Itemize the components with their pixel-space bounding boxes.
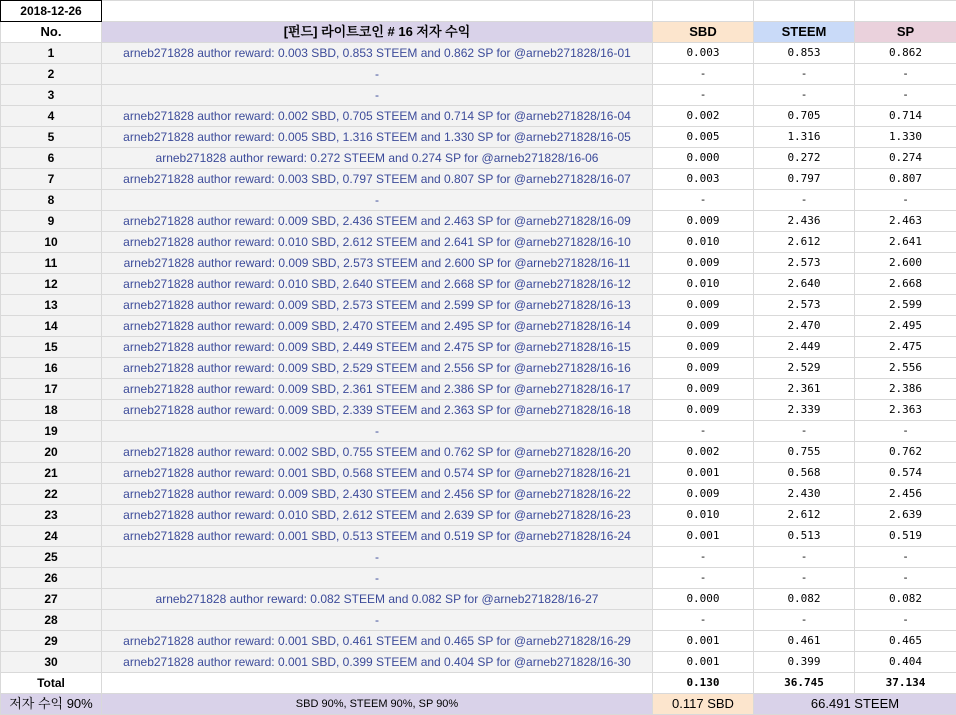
table-row xyxy=(1,316,956,337)
table-row xyxy=(1,484,956,505)
steem-cell[interactable]: 0.755 xyxy=(754,442,855,463)
sbd-cell[interactable]: 0.010 xyxy=(653,232,754,253)
description-cell[interactable]: arneb271828 author reward: 0.002 SBD, 0.755 STEEM and 0.762 SP for @arneb271828/16-20 xyxy=(102,442,653,463)
sp-cell[interactable]: 0.465 xyxy=(855,631,956,652)
steem-cell[interactable]: 2.470 xyxy=(754,316,855,337)
sbd-cell[interactable]: - xyxy=(653,190,754,211)
steem-cell[interactable]: 0.568 xyxy=(754,463,855,484)
description-cell[interactable]: - xyxy=(102,568,653,589)
row-number-cell[interactable]: 12 xyxy=(1,274,102,295)
table-row xyxy=(1,295,956,316)
steem-cell[interactable]: 0.082 xyxy=(754,589,855,610)
description-cell[interactable]: - xyxy=(102,64,653,85)
steem-cell[interactable]: 2.573 xyxy=(754,295,855,316)
sbd-cell[interactable]: 0.000 xyxy=(653,148,754,169)
empty-cell[interactable] xyxy=(102,673,653,694)
table-row xyxy=(1,43,956,64)
row-number-cell[interactable]: 17 xyxy=(1,379,102,400)
sbd-cell[interactable]: - xyxy=(653,421,754,442)
steem-cell[interactable]: - xyxy=(754,421,855,442)
sp-cell[interactable]: - xyxy=(855,610,956,631)
steem-cell[interactable]: - xyxy=(754,547,855,568)
table-row xyxy=(1,274,956,295)
author-revenue-note[interactable]: SBD 90%, STEEM 90%, SP 90% xyxy=(102,694,653,715)
sp-cell[interactable]: 0.274 xyxy=(855,148,956,169)
row-number-cell[interactable]: 6 xyxy=(1,148,102,169)
steem-cell[interactable]: 2.430 xyxy=(754,484,855,505)
description-cell[interactable]: arneb271828 author reward: 0.009 SBD, 2.436 STEEM and 2.463 SP for @arneb271828/16-09 xyxy=(102,211,653,232)
row-number-cell[interactable]: 22 xyxy=(1,484,102,505)
row-number-cell[interactable]: 9 xyxy=(1,211,102,232)
sbd-cell[interactable]: 0.001 xyxy=(653,631,754,652)
description-cell[interactable]: - xyxy=(102,547,653,568)
sp-cell[interactable]: 0.519 xyxy=(855,526,956,547)
sbd-cell[interactable]: 0.010 xyxy=(653,274,754,295)
sp-cell[interactable]: - xyxy=(855,64,956,85)
description-cell[interactable]: arneb271828 author reward: 0.009 SBD, 2.361 STEEM and 2.386 SP for @arneb271828/16-17 xyxy=(102,379,653,400)
description-cell[interactable]: - xyxy=(102,421,653,442)
steem-cell[interactable]: 0.461 xyxy=(754,631,855,652)
steem-cell[interactable]: 0.705 xyxy=(754,106,855,127)
table-row xyxy=(1,85,956,106)
table-row xyxy=(1,169,956,190)
steem-cell[interactable]: 0.272 xyxy=(754,148,855,169)
sbd-cell[interactable]: - xyxy=(653,85,754,106)
description-cell[interactable]: arneb271828 author reward: 0.001 SBD, 0.399 STEEM and 0.404 SP for @arneb271828/16-30 xyxy=(102,652,653,673)
sp-cell[interactable]: 0.807 xyxy=(855,169,956,190)
description-cell[interactable]: - xyxy=(102,190,653,211)
steem-cell[interactable]: - xyxy=(754,568,855,589)
row-number-cell[interactable]: 18 xyxy=(1,400,102,421)
author-revenue-steem[interactable]: 66.491 STEEM xyxy=(754,694,956,715)
sbd-cell[interactable]: 0.009 xyxy=(653,295,754,316)
sp-cell[interactable]: 2.386 xyxy=(855,379,956,400)
steem-cell[interactable]: 2.449 xyxy=(754,337,855,358)
table-row xyxy=(1,610,956,631)
empty-cell[interactable] xyxy=(653,1,754,22)
description-cell[interactable]: - xyxy=(102,610,653,631)
description-cell[interactable]: arneb271828 author reward: 0.009 SBD, 2.339 STEEM and 2.363 SP for @arneb271828/16-18 xyxy=(102,400,653,421)
table-row xyxy=(1,589,956,610)
row-number-cell[interactable]: 2 xyxy=(1,64,102,85)
total-sbd-cell[interactable]: 0.130 xyxy=(653,673,754,694)
steem-cell[interactable]: 2.640 xyxy=(754,274,855,295)
table-row xyxy=(1,400,956,421)
sbd-cell[interactable]: 0.000 xyxy=(653,589,754,610)
description-cell[interactable]: arneb271828 author reward: 0.002 SBD, 0.705 STEEM and 0.714 SP for @arneb271828/16-04 xyxy=(102,106,653,127)
table-row xyxy=(1,106,956,127)
steem-cell[interactable]: 2.573 xyxy=(754,253,855,274)
row-number-cell[interactable]: 29 xyxy=(1,631,102,652)
description-cell[interactable]: arneb271828 author reward: 0.009 SBD, 2.449 STEEM and 2.475 SP for @arneb271828/16-15 xyxy=(102,337,653,358)
row-number-cell[interactable]: 16 xyxy=(1,358,102,379)
header-sbd[interactable]: SBD xyxy=(653,22,754,43)
table-row xyxy=(1,652,956,673)
sbd-cell[interactable]: - xyxy=(653,610,754,631)
sp-cell[interactable]: 0.082 xyxy=(855,589,956,610)
empty-cell[interactable] xyxy=(102,1,653,22)
header-sp[interactable]: SP xyxy=(855,22,956,43)
sp-cell[interactable]: 0.574 xyxy=(855,463,956,484)
sbd-cell[interactable]: - xyxy=(653,64,754,85)
row-number-cell[interactable]: 1 xyxy=(1,43,102,64)
sp-cell[interactable]: 2.639 xyxy=(855,505,956,526)
header-title[interactable]: [펀드] 라이트코인 # 16 저자 수익 xyxy=(102,22,653,43)
author-revenue-row xyxy=(1,694,956,715)
sp-cell[interactable]: 2.495 xyxy=(855,316,956,337)
steem-cell[interactable]: 2.361 xyxy=(754,379,855,400)
description-cell[interactable]: arneb271828 author reward: 0.009 SBD, 2.529 STEEM and 2.556 SP for @arneb271828/16-16 xyxy=(102,358,653,379)
sp-cell[interactable]: 1.330 xyxy=(855,127,956,148)
description-cell[interactable]: arneb271828 author reward: 0.009 SBD, 2.573 STEEM and 2.600 SP for @arneb271828/16-11 xyxy=(102,253,653,274)
sbd-cell[interactable]: 0.001 xyxy=(653,652,754,673)
steem-cell[interactable]: 0.853 xyxy=(754,43,855,64)
description-cell[interactable]: arneb271828 author reward: 0.003 SBD, 0.853 STEEM and 0.862 SP for @arneb271828/16-01 xyxy=(102,43,653,64)
sp-cell[interactable]: 2.463 xyxy=(855,211,956,232)
sp-cell[interactable]: 0.404 xyxy=(855,652,956,673)
row-number-cell[interactable]: 26 xyxy=(1,568,102,589)
sbd-cell[interactable]: 0.003 xyxy=(653,169,754,190)
row-number-cell[interactable]: 8 xyxy=(1,190,102,211)
description-cell[interactable]: arneb271828 author reward: 0.082 STEEM and 0.082 SP for @arneb271828/16-27 xyxy=(102,589,653,610)
sbd-cell[interactable]: 0.009 xyxy=(653,211,754,232)
sp-cell[interactable]: - xyxy=(855,190,956,211)
sbd-cell[interactable]: 0.001 xyxy=(653,526,754,547)
sp-cell[interactable]: 2.600 xyxy=(855,253,956,274)
steem-cell[interactable]: 0.399 xyxy=(754,652,855,673)
total-steem-cell[interactable]: 36.745 xyxy=(754,673,855,694)
sp-cell[interactable]: 0.762 xyxy=(855,442,956,463)
total-sp-cell[interactable]: 37.134 xyxy=(855,673,956,694)
description-cell[interactable]: arneb271828 author reward: 0.010 SBD, 2.612 STEEM and 2.641 SP for @arneb271828/16-10 xyxy=(102,232,653,253)
row-number-cell[interactable]: 28 xyxy=(1,610,102,631)
steem-cell[interactable]: - xyxy=(754,190,855,211)
table-row xyxy=(1,526,956,547)
description-cell[interactable]: arneb271828 author reward: 0.009 SBD, 2.430 STEEM and 2.456 SP for @arneb271828/16-22 xyxy=(102,484,653,505)
row-number-cell[interactable]: 25 xyxy=(1,547,102,568)
sp-cell[interactable]: - xyxy=(855,547,956,568)
steem-cell[interactable]: - xyxy=(754,85,855,106)
sbd-cell[interactable]: 0.009 xyxy=(653,316,754,337)
table-row xyxy=(1,631,956,652)
author-revenue-label[interactable]: 저자 수익 90% xyxy=(1,694,102,715)
row-number-cell[interactable]: 7 xyxy=(1,169,102,190)
table-row xyxy=(1,505,956,526)
date-cell[interactable]: 2018-12-26 xyxy=(1,1,102,22)
steem-cell[interactable]: 0.797 xyxy=(754,169,855,190)
sbd-cell[interactable]: 0.009 xyxy=(653,358,754,379)
table-row xyxy=(1,337,956,358)
row-number-cell[interactable]: 13 xyxy=(1,295,102,316)
table-row xyxy=(1,358,956,379)
sp-cell[interactable]: - xyxy=(855,568,956,589)
steem-cell[interactable]: 0.513 xyxy=(754,526,855,547)
sbd-cell[interactable]: 0.002 xyxy=(653,106,754,127)
table-row xyxy=(1,421,956,442)
row-number-cell[interactable]: 11 xyxy=(1,253,102,274)
row-number-cell[interactable]: 21 xyxy=(1,463,102,484)
row-number-cell[interactable]: 4 xyxy=(1,106,102,127)
description-cell[interactable]: arneb271828 author reward: 0.003 SBD, 0.797 STEEM and 0.807 SP for @arneb271828/16-07 xyxy=(102,169,653,190)
description-cell[interactable]: arneb271828 author reward: 0.009 SBD, 2.573 STEEM and 2.599 SP for @arneb271828/16-13 xyxy=(102,295,653,316)
sbd-cell[interactable]: 0.005 xyxy=(653,127,754,148)
table-row xyxy=(1,442,956,463)
row-number-cell[interactable]: 10 xyxy=(1,232,102,253)
table-row xyxy=(1,64,956,85)
header-no[interactable]: No. xyxy=(1,22,102,43)
row-number-cell[interactable]: 3 xyxy=(1,85,102,106)
sp-cell[interactable]: 2.475 xyxy=(855,337,956,358)
total-row xyxy=(1,673,956,694)
sbd-cell[interactable]: 0.003 xyxy=(653,43,754,64)
author-revenue-sbd[interactable]: 0.117 SBD xyxy=(653,694,754,715)
sp-cell[interactable]: 2.556 xyxy=(855,358,956,379)
sp-cell[interactable]: 2.363 xyxy=(855,400,956,421)
steem-cell[interactable]: 1.316 xyxy=(754,127,855,148)
sbd-cell[interactable]: - xyxy=(653,568,754,589)
sbd-cell[interactable]: 0.001 xyxy=(653,463,754,484)
steem-cell[interactable]: 2.529 xyxy=(754,358,855,379)
sbd-cell[interactable]: 0.009 xyxy=(653,337,754,358)
sbd-cell[interactable]: 0.009 xyxy=(653,400,754,421)
sbd-cell[interactable]: 0.002 xyxy=(653,442,754,463)
steem-cell[interactable]: - xyxy=(754,64,855,85)
table-row xyxy=(1,253,956,274)
sp-cell[interactable]: 2.456 xyxy=(855,484,956,505)
steem-cell[interactable]: 2.612 xyxy=(754,505,855,526)
sbd-cell[interactable]: 0.009 xyxy=(653,253,754,274)
sbd-cell[interactable]: - xyxy=(653,547,754,568)
sbd-cell[interactable]: 0.009 xyxy=(653,484,754,505)
table-row xyxy=(1,190,956,211)
row-number-cell[interactable]: 19 xyxy=(1,421,102,442)
description-cell[interactable]: arneb271828 author reward: 0.010 SBD, 2.612 STEEM and 2.639 SP for @arneb271828/16-23 xyxy=(102,505,653,526)
header-steem[interactable]: STEEM xyxy=(754,22,855,43)
header-row xyxy=(1,22,956,43)
row-number-cell[interactable]: 24 xyxy=(1,526,102,547)
description-cell[interactable]: - xyxy=(102,85,653,106)
sp-cell[interactable]: - xyxy=(855,421,956,442)
sp-cell[interactable]: 2.668 xyxy=(855,274,956,295)
empty-cell[interactable] xyxy=(754,1,855,22)
sp-cell[interactable]: - xyxy=(855,85,956,106)
steem-cell[interactable]: 2.339 xyxy=(754,400,855,421)
table-row xyxy=(1,127,956,148)
sp-cell[interactable]: 2.641 xyxy=(855,232,956,253)
total-label-cell[interactable]: Total xyxy=(1,673,102,694)
row-number-cell[interactable]: 23 xyxy=(1,505,102,526)
steem-cell[interactable]: 2.612 xyxy=(754,232,855,253)
table-row xyxy=(1,547,956,568)
empty-cell[interactable] xyxy=(855,1,956,22)
description-cell[interactable]: arneb271828 author reward: 0.009 SBD, 2.470 STEEM and 2.495 SP for @arneb271828/16-14 xyxy=(102,316,653,337)
sbd-cell[interactable]: 0.010 xyxy=(653,505,754,526)
row-number-cell[interactable]: 30 xyxy=(1,652,102,673)
table-row xyxy=(1,232,956,253)
sp-cell[interactable]: 0.862 xyxy=(855,43,956,64)
row-number-cell[interactable]: 20 xyxy=(1,442,102,463)
sp-cell[interactable]: 2.599 xyxy=(855,295,956,316)
table-row xyxy=(1,463,956,484)
row-number-cell[interactable]: 27 xyxy=(1,589,102,610)
sbd-cell[interactable]: 0.009 xyxy=(653,379,754,400)
row-number-cell[interactable]: 15 xyxy=(1,337,102,358)
row-number-cell[interactable]: 5 xyxy=(1,127,102,148)
description-cell[interactable]: arneb271828 author reward: 0.001 SBD, 0.568 STEEM and 0.574 SP for @arneb271828/16-21 xyxy=(102,463,653,484)
description-cell[interactable]: arneb271828 author reward: 0.001 SBD, 0.513 STEEM and 0.519 SP for @arneb271828/16-24 xyxy=(102,526,653,547)
steem-cell[interactable]: - xyxy=(754,610,855,631)
table-row xyxy=(1,211,956,232)
table-row xyxy=(1,568,956,589)
sp-cell[interactable]: 0.714 xyxy=(855,106,956,127)
description-cell[interactable]: arneb271828 author reward: 0.272 STEEM and 0.274 SP for @arneb271828/16-06 xyxy=(102,148,653,169)
row-number-cell[interactable]: 14 xyxy=(1,316,102,337)
description-cell[interactable]: arneb271828 author reward: 0.001 SBD, 0.461 STEEM and 0.465 SP for @arneb271828/16-29 xyxy=(102,631,653,652)
table-row xyxy=(1,379,956,400)
date-row xyxy=(1,1,956,22)
description-cell[interactable]: arneb271828 author reward: 0.010 SBD, 2.640 STEEM and 2.668 SP for @arneb271828/16-12 xyxy=(102,274,653,295)
steem-cell[interactable]: 2.436 xyxy=(754,211,855,232)
description-cell[interactable]: arneb271828 author reward: 0.005 SBD, 1.316 STEEM and 1.330 SP for @arneb271828/16-05 xyxy=(102,127,653,148)
table-row xyxy=(1,148,956,169)
